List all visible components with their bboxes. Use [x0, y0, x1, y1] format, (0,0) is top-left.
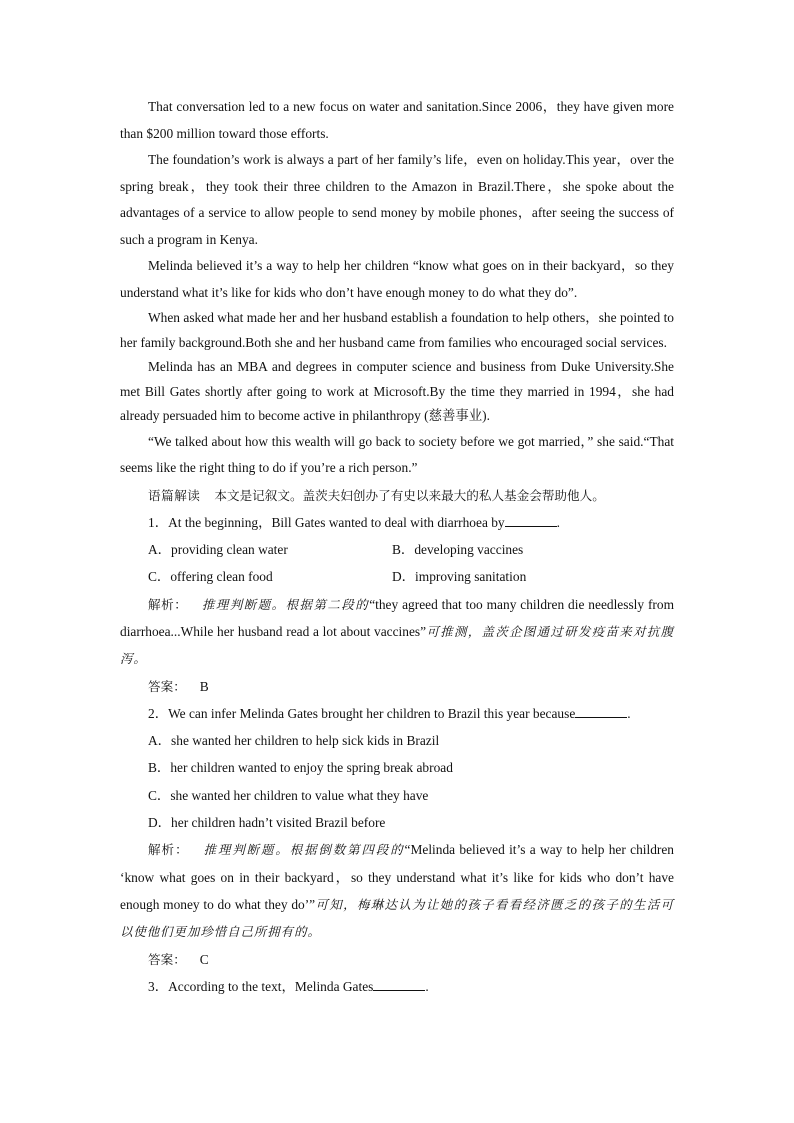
- question-2-analysis-label: 解析：: [148, 842, 189, 858]
- question-1-answer: [120, 673, 674, 700]
- reading-note-text: 本文是记叙文。盖茨夫妇创办了有史以来最大的私人基金会帮助他人。: [214, 487, 605, 503]
- question-1-text: 1．At the beginning，Bill Gates wanted to deal with diarrhoea by: [148, 514, 505, 530]
- question-2-blank: [575, 703, 627, 718]
- question-2-analysis-type: 推理判断题。根据倒数第四段的: [202, 842, 405, 858]
- question-3-text: 3．According to the text，Melinda Gates: [148, 978, 374, 994]
- question-1-option-b: B．developing vaccines: [392, 542, 524, 558]
- reading-note: [120, 482, 674, 509]
- question-3-end: .: [425, 978, 429, 994]
- passage-paragraph-4: When asked what made her and her husband establish a foundation to help others，she pointed to her family background.Both she and her husband came from families who encouraged social services.: [120, 310, 674, 350]
- question-1-analysis-quote: “they agreed that too many children die needlessly from diarrhoea...While her husband read a lot about vaccines”: [120, 596, 675, 639]
- question-2-option-d: D．her children hadn’t visited Brazil before: [148, 815, 386, 831]
- question-1-analysis-type: 推理判断题。根据第二段的: [201, 596, 370, 612]
- question-1-end: .: [556, 514, 560, 530]
- question-2-option-b: B．her children wanted to enjoy the spring break abroad: [148, 760, 453, 776]
- question-1-option-d: D．improving sanitation: [392, 569, 527, 585]
- passage-paragraph-1: That conversation led to a new focus on water and sanitation.Since 2006，they have given more than $200 million toward those efforts.: [120, 99, 674, 141]
- question-2-option-c: C．she wanted her children to value what they have: [148, 787, 429, 803]
- question-1-analysis-conclusion: 可推测，盖茨企图通过研发疫苗来对抗腹泻。: [120, 623, 675, 667]
- document-page: [120, 94, 674, 1000]
- question-1-answer-label: 答案：: [148, 678, 186, 694]
- question-1-option-a: A．providing clean water: [148, 542, 288, 558]
- question-1-analysis-label: 解析：: [148, 596, 188, 612]
- question-2-answer: [120, 946, 674, 973]
- question-2-option-a: A．she wanted her children to help sick kids in Brazil: [148, 733, 440, 749]
- question-1-stem: [120, 509, 674, 536]
- question-2-end: .: [627, 705, 631, 721]
- question-2-analysis: [120, 836, 674, 945]
- question-1-analysis: [120, 591, 674, 673]
- question-1-blank: [505, 512, 557, 527]
- passage-paragraph-3: Melinda believed it’s a way to help her children “know what goes on in their backyard，so they understand what it’s like for kids who don’t have enough money to do what they do”.: [120, 258, 674, 300]
- question-2-analysis-quote: “Melinda believed it’s a way to help her children ‘know what goes on in their backyard，so they understand what it’s like for kids who don’t have enough money to do what they do’”: [120, 842, 675, 912]
- question-1-answer-value: B: [199, 678, 209, 694]
- reading-note-label: 语篇解读: [148, 487, 201, 503]
- question-1-option-c: C．offering clean food: [148, 569, 273, 585]
- question-2-text: 2．We can infer Melinda Gates brought her children to Brazil this year because: [148, 705, 576, 721]
- question-2-answer-label: 答案：: [148, 951, 186, 967]
- question-2-stem: [120, 700, 674, 727]
- question-2-analysis-conclusion: 可知，梅琳达认为让她的孩子看看经济匮乏的孩子的生活可以使他们更加珍惜自己所拥有的。: [120, 896, 675, 940]
- question-2-answer-value: C: [199, 951, 209, 967]
- question-3-blank: [373, 976, 425, 991]
- question-3-stem: [120, 973, 674, 1000]
- passage-paragraph-5: Melinda has an MBA and degrees in computer science and business from Duke University.She met Bill Gates shortly after going to work at Microsoft.By the time they married in 1994，she had already persuaded him to become active in philanthropy (慈善事业).: [120, 359, 674, 423]
- question-1-options-row-2: [120, 563, 674, 590]
- passage-paragraph-6: “We talked about how this wealth will go back to society before we got married，” she said.“That seems like the right thing to do if you’re a rich person.”: [120, 433, 674, 475]
- passage-paragraph-2: The foundation’s work is always a part of her family’s life，even on holiday.This year，over the spring break，they took their three children to the Amazon in Brazil.There，she spoke about the advantages of a service to allow people to send money by mobile phones，after seeing the success of such a program in Kenya.: [120, 152, 674, 247]
- question-1-options-row-1: [120, 536, 674, 563]
